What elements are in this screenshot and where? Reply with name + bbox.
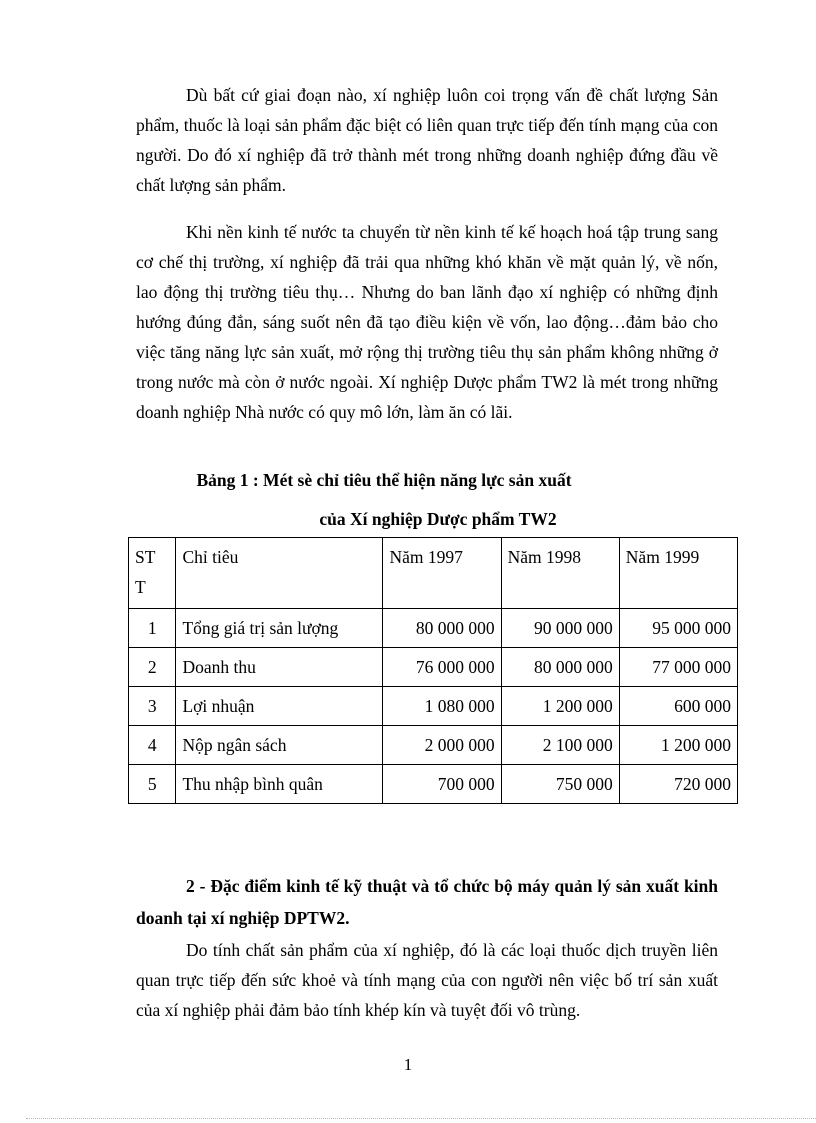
cell-1999: 1 200 000 bbox=[619, 726, 737, 765]
cell-indicator: Tổng giá trị sản lượng bbox=[176, 609, 383, 648]
header-stt: ST T bbox=[129, 538, 176, 609]
cell-1997: 700 000 bbox=[383, 765, 501, 804]
cell-indicator: Lợi nhuận bbox=[176, 687, 383, 726]
cell-1997: 80 000 000 bbox=[383, 609, 501, 648]
cell-indicator: Doanh thu bbox=[176, 648, 383, 687]
footer-divider bbox=[26, 1118, 816, 1119]
cell-stt: 2 bbox=[129, 648, 176, 687]
cell-1999: 720 000 bbox=[619, 765, 737, 804]
header-1997: Năm 1997 bbox=[383, 538, 501, 609]
cell-1997: 2 000 000 bbox=[383, 726, 501, 765]
section-paragraph: Do tính chất sản phẩm của xí nghiệp, đó là các loại thuốc dịch truyền liên quan trực tiếp đến sức khoẻ và tính mạng của con người nên việc bố trí sản xuất của xí nghiệp phải đảm bảo tính khép kín và tuyệt đối vô trùng. bbox=[136, 940, 718, 1020]
table-row bbox=[129, 726, 738, 765]
cell-stt: 3 bbox=[129, 687, 176, 726]
cell-1998: 90 000 000 bbox=[501, 609, 619, 648]
cell-1997: 1 080 000 bbox=[383, 687, 501, 726]
cell-1999: 77 000 000 bbox=[619, 648, 737, 687]
table-header-row bbox=[129, 538, 738, 609]
page-number: 1 bbox=[403, 1055, 413, 1074]
header-1999: Năm 1999 bbox=[619, 538, 737, 609]
cell-stt: 5 bbox=[129, 765, 176, 804]
cell-1999: 95 000 000 bbox=[619, 609, 737, 648]
table-caption-line1: Bảng 1 : Mét sè chỉ tiêu thể hiện năng lực sản xuất bbox=[196, 470, 572, 490]
cell-stt: 4 bbox=[129, 726, 176, 765]
cell-1997: 76 000 000 bbox=[383, 648, 501, 687]
header-1998: Năm 1998 bbox=[501, 538, 619, 609]
section-heading: 2 - Đặc điểm kinh tế kỹ thuật và tổ chức bộ máy quản lý sản xuất kinh doanh tại xí nghiệp DPTW2. bbox=[136, 876, 718, 928]
table-row bbox=[129, 765, 738, 804]
cell-1998: 750 000 bbox=[501, 765, 619, 804]
table-row bbox=[129, 687, 738, 726]
cell-1998: 1 200 000 bbox=[501, 687, 619, 726]
cell-indicator: Nộp ngân sách bbox=[176, 726, 383, 765]
economy-paragraph: Khi nền kinh tế nước ta chuyển từ nền kinh tế kế hoạch hoá tập trung sang cơ chế thị trường, xí nghiệp đã trải qua những khó khăn về mặt quản lý, về nốn, lao động thị trường tiêu thụ… Nhưng do ban lãnh đạo xí nghiệp có những định hướng đúng đắn, sáng suốt nên đã tạo điều kiện về vốn, lao động…đảm bảo cho việc tăng năng lực sản xuất, mở rộng thị trường tiêu thụ sản phẩm không những ở trong nước mà còn ở nước ngoài. Xí nghiệp Dược phẩm TW2 là mét trong những doanh nghiệp Nhà nước có quy mô lớn, làm ăn có lãi. bbox=[136, 222, 718, 422]
cell-indicator: Thu nhập bình quân bbox=[176, 765, 383, 804]
cell-stt: 1 bbox=[129, 609, 176, 648]
cell-1998: 2 100 000 bbox=[501, 726, 619, 765]
capacity-table bbox=[128, 537, 738, 804]
cell-1998: 80 000 000 bbox=[501, 648, 619, 687]
table-caption-line2: của Xí nghiệp Dược phẩm TW2 bbox=[319, 509, 557, 529]
intro-paragraph: Dù bất cứ giai đoạn nào, xí nghiệp luôn coi trọng vấn đề chất lượng Sản phẩm, thuốc là loại sản phẩm đặc biệt có liên quan trực tiếp đến tính mạng của con người. Do đó xí nghiệp đã trở thành mét trong những doanh nghiệp đứng đầu về chất lượng sản phẩm. bbox=[136, 85, 718, 195]
table-row bbox=[129, 648, 738, 687]
cell-1999: 600 000 bbox=[619, 687, 737, 726]
header-indicator: Chỉ tiêu bbox=[176, 538, 383, 609]
table-row bbox=[129, 609, 738, 648]
